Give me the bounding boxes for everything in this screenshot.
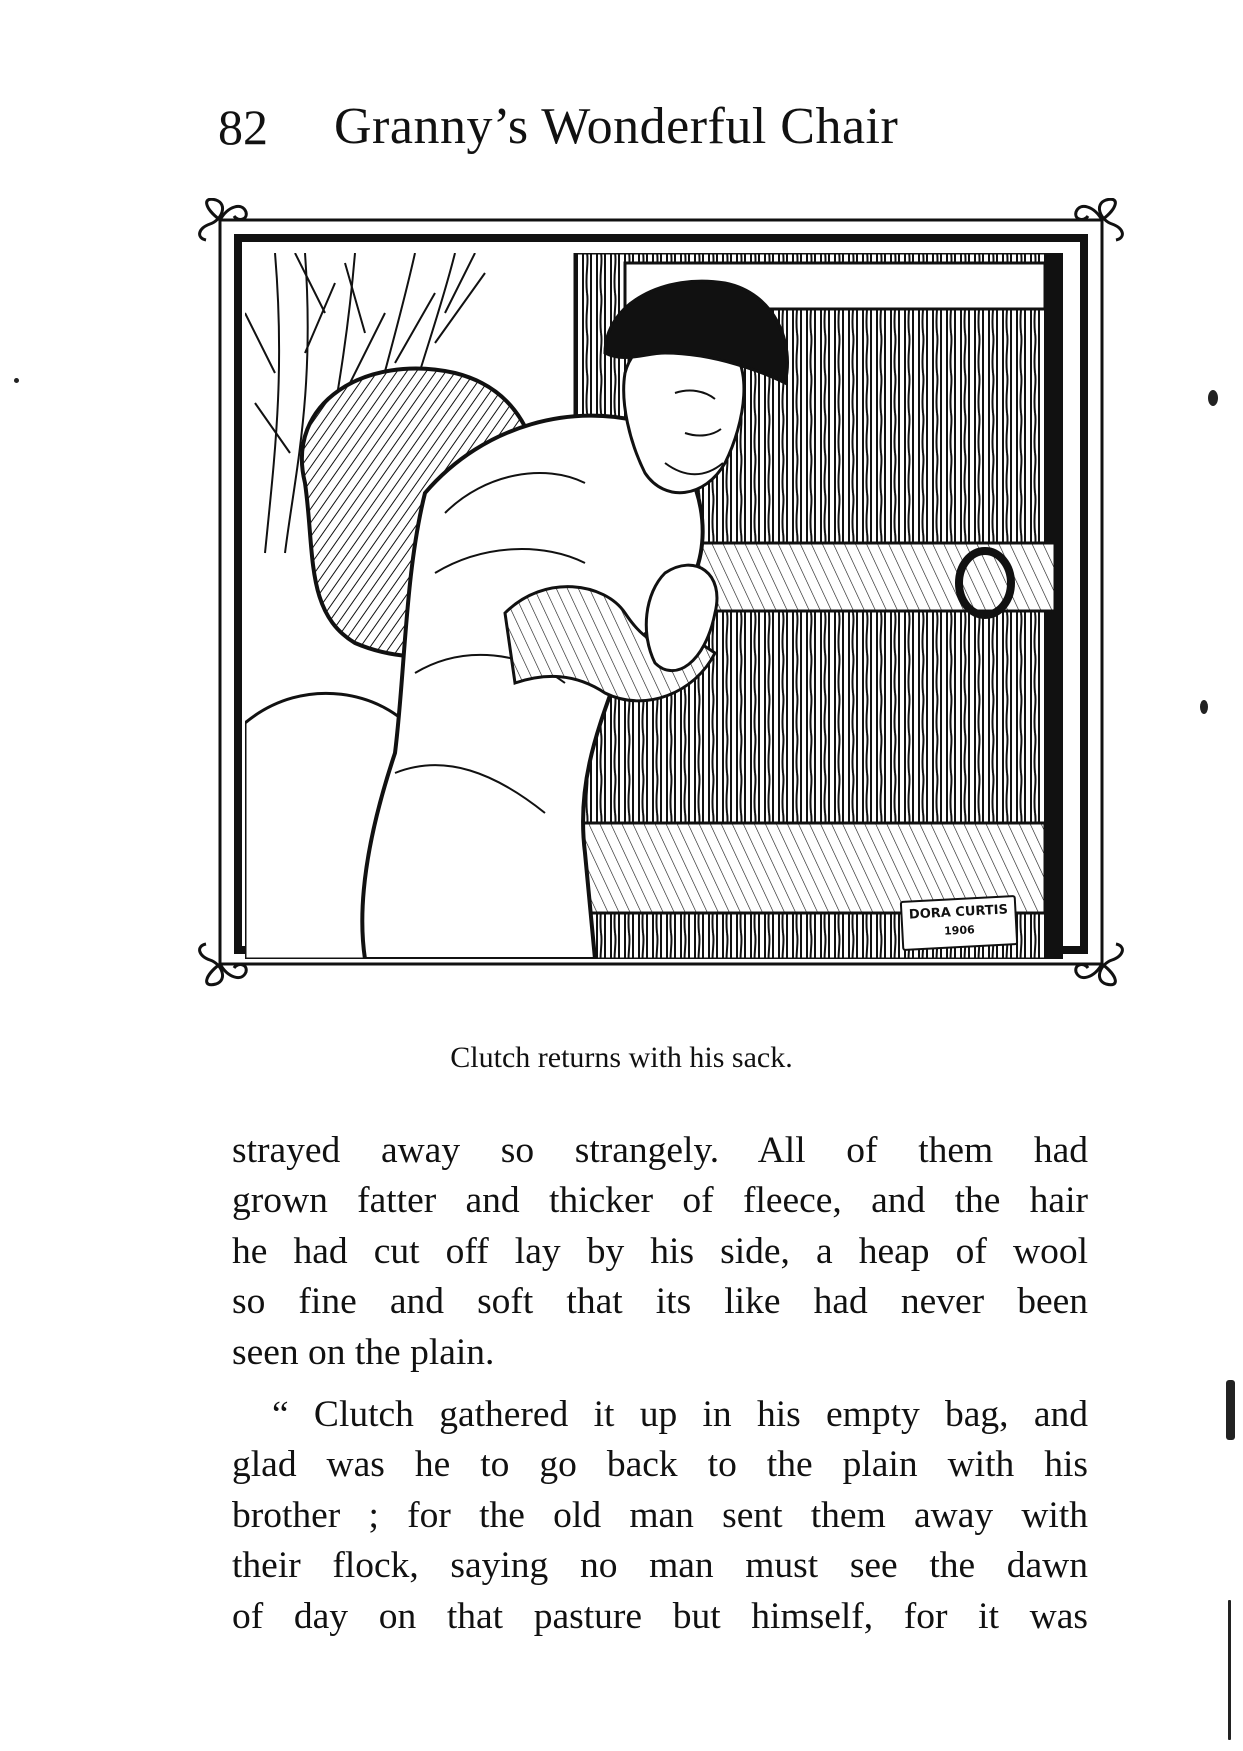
text-line: their flock, saying no man must see the dawn bbox=[232, 1545, 1088, 1587]
illustration bbox=[245, 253, 1063, 959]
illustration-caption: Clutch returns with his sack. bbox=[450, 1041, 793, 1074]
text-line: so fine and soft that its like had never been bbox=[232, 1281, 1088, 1323]
scan-speckle bbox=[1226, 1380, 1235, 1440]
artist-signature bbox=[900, 895, 1018, 951]
text-line: strayed away so strangely. All of them had bbox=[232, 1130, 1088, 1171]
text-line: “ Clutch gathered it up in his empty bag, and bbox=[272, 1393, 1088, 1435]
scan-speckle bbox=[14, 378, 19, 383]
body-text bbox=[232, 1126, 1088, 1642]
scan-speckle bbox=[1228, 1600, 1231, 1740]
text-line: brother ; for the old man sent them away with bbox=[232, 1494, 1088, 1536]
text-line: of day on that pasture but himself, for it was bbox=[232, 1595, 1088, 1637]
page-header bbox=[218, 92, 1038, 162]
signature-name: DORA CURTIS bbox=[908, 902, 1009, 923]
running-title: Granny’s Wonderful Chair bbox=[334, 98, 899, 155]
signature-year: 1906 bbox=[943, 923, 976, 938]
scan-speckle bbox=[1200, 700, 1208, 714]
text-line: seen on the plain. bbox=[232, 1331, 495, 1373]
text-line: he had cut off lay by his side, a heap of wool bbox=[232, 1230, 1088, 1272]
text-line: grown fatter and thicker of fleece, and the hair bbox=[232, 1180, 1088, 1222]
page-number: 82 bbox=[218, 99, 268, 155]
scan-speckle bbox=[1208, 390, 1218, 406]
text-line: glad was he to go back to the plain with his bbox=[232, 1444, 1088, 1486]
